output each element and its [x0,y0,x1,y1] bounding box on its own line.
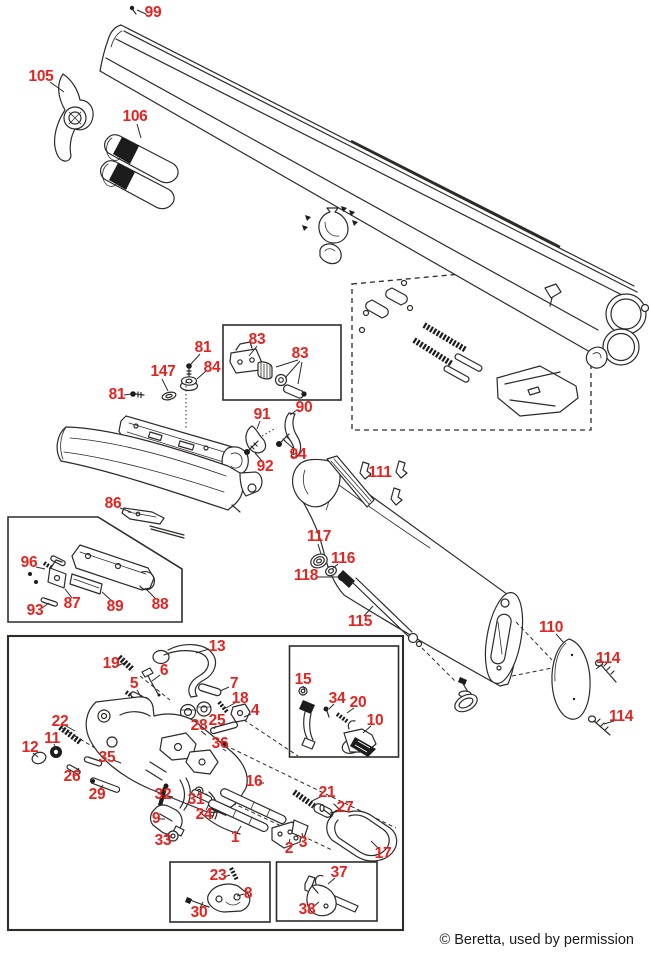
part-12 [31,750,48,765]
part-label-34: 34 [328,690,346,707]
part-35 [84,757,101,766]
part-label-105: 105 [28,68,54,85]
part-6 [142,668,161,697]
part-29 [90,778,119,792]
part-label-35: 35 [98,749,116,766]
part-label-30: 30 [190,904,208,921]
part-label-1: 1 [230,829,240,846]
forend-latch-plate [122,508,184,538]
part-label-106: 106 [122,108,148,125]
part-label-81-1: 81 [194,339,212,356]
part-label-19: 19 [102,655,120,672]
part-label-6: 6 [159,662,169,679]
part-label-38: 38 [298,901,316,918]
part-22 [60,727,80,742]
recoil-pad [552,639,590,719]
part-label-32: 32 [154,786,172,803]
safety-button [151,805,184,836]
part-label-110: 110 [538,619,564,636]
rib-screws-group [130,363,197,428]
cocking-lever-parts [185,868,253,912]
trigger-guard [324,804,397,861]
part-label-115: 115 [347,613,373,630]
part-label-17: 17 [374,845,392,862]
part-label-13: 13 [208,638,226,655]
part-label-114-2: 114 [608,708,634,725]
part-label-147: 147 [150,363,176,380]
copyright-text: © Beretta, used by permission [439,932,634,948]
cocking-levers [244,413,301,458]
part-label-24: 24 [195,806,213,823]
part-label-88: 88 [151,596,169,613]
part-label-9: 9 [151,810,161,827]
part-label-26: 26 [63,768,81,785]
part-21 [294,792,314,806]
part-label-111: 111 [368,464,392,481]
part-label-36: 36 [211,735,229,752]
part-label-84: 84 [203,359,221,376]
part-label-12: 12 [21,739,39,756]
part-label-83-1: 83 [248,331,266,348]
part-label-94: 94 [289,446,307,463]
part-4 [231,704,250,722]
sight-parts-box [223,325,341,400]
part-label-118: 118 [293,567,319,584]
part-label-33: 33 [154,832,172,849]
part-label-87: 87 [63,595,81,612]
part-label-99: 99 [144,4,162,21]
part-label-21: 21 [318,784,336,801]
choke-wrench [55,74,94,161]
part-label-4: 4 [250,702,260,719]
safety-parts [299,687,376,757]
top-lever-spring [119,657,133,670]
part-label-3: 3 [298,834,308,851]
part-label-89: 89 [106,598,124,615]
part-label-10: 10 [366,712,384,729]
part-7 [199,684,221,696]
part-27 [314,804,332,818]
part-label-15: 15 [294,671,312,688]
part-label-117: 117 [306,528,332,545]
part-label-116: 116 [330,550,356,567]
part-label-29: 29 [88,786,106,803]
part-label-8: 8 [243,885,253,902]
part-label-90: 90 [295,399,313,416]
part-label-27: 27 [336,799,354,816]
forend-iron-parts-box [8,517,182,622]
part-label-81-2: 81 [108,386,126,403]
part-label-96: 96 [20,554,38,571]
bead-screw [130,6,136,14]
part-label-16: 16 [245,773,263,790]
part-label-23: 23 [209,867,227,884]
part-18 [219,702,227,712]
part-label-114-1: 114 [595,650,621,667]
part-label-91: 91 [253,406,271,423]
part-label-28: 28 [190,717,208,734]
stock-swivel [452,677,480,715]
part-label-20: 20 [349,694,367,711]
trigger-group-box [8,636,403,930]
part-label-93: 93 [26,602,44,619]
part-label-5: 5 [129,675,139,692]
part-label-31: 31 [187,791,205,808]
part-label-37: 37 [330,864,348,881]
part-label-92: 92 [256,458,274,475]
part-label-83-2: 83 [291,345,309,362]
part-label-2: 2 [284,840,294,857]
part-label-11: 11 [44,730,60,747]
part-label-18: 18 [231,690,249,707]
part-label-22: 22 [51,713,69,730]
barrel-group [99,24,650,368]
part-label-7: 7 [229,675,239,692]
choke-tubes [101,135,178,209]
pad-screws [589,660,617,735]
part-label-86: 86 [104,495,122,512]
part-label-25: 25 [208,712,226,729]
